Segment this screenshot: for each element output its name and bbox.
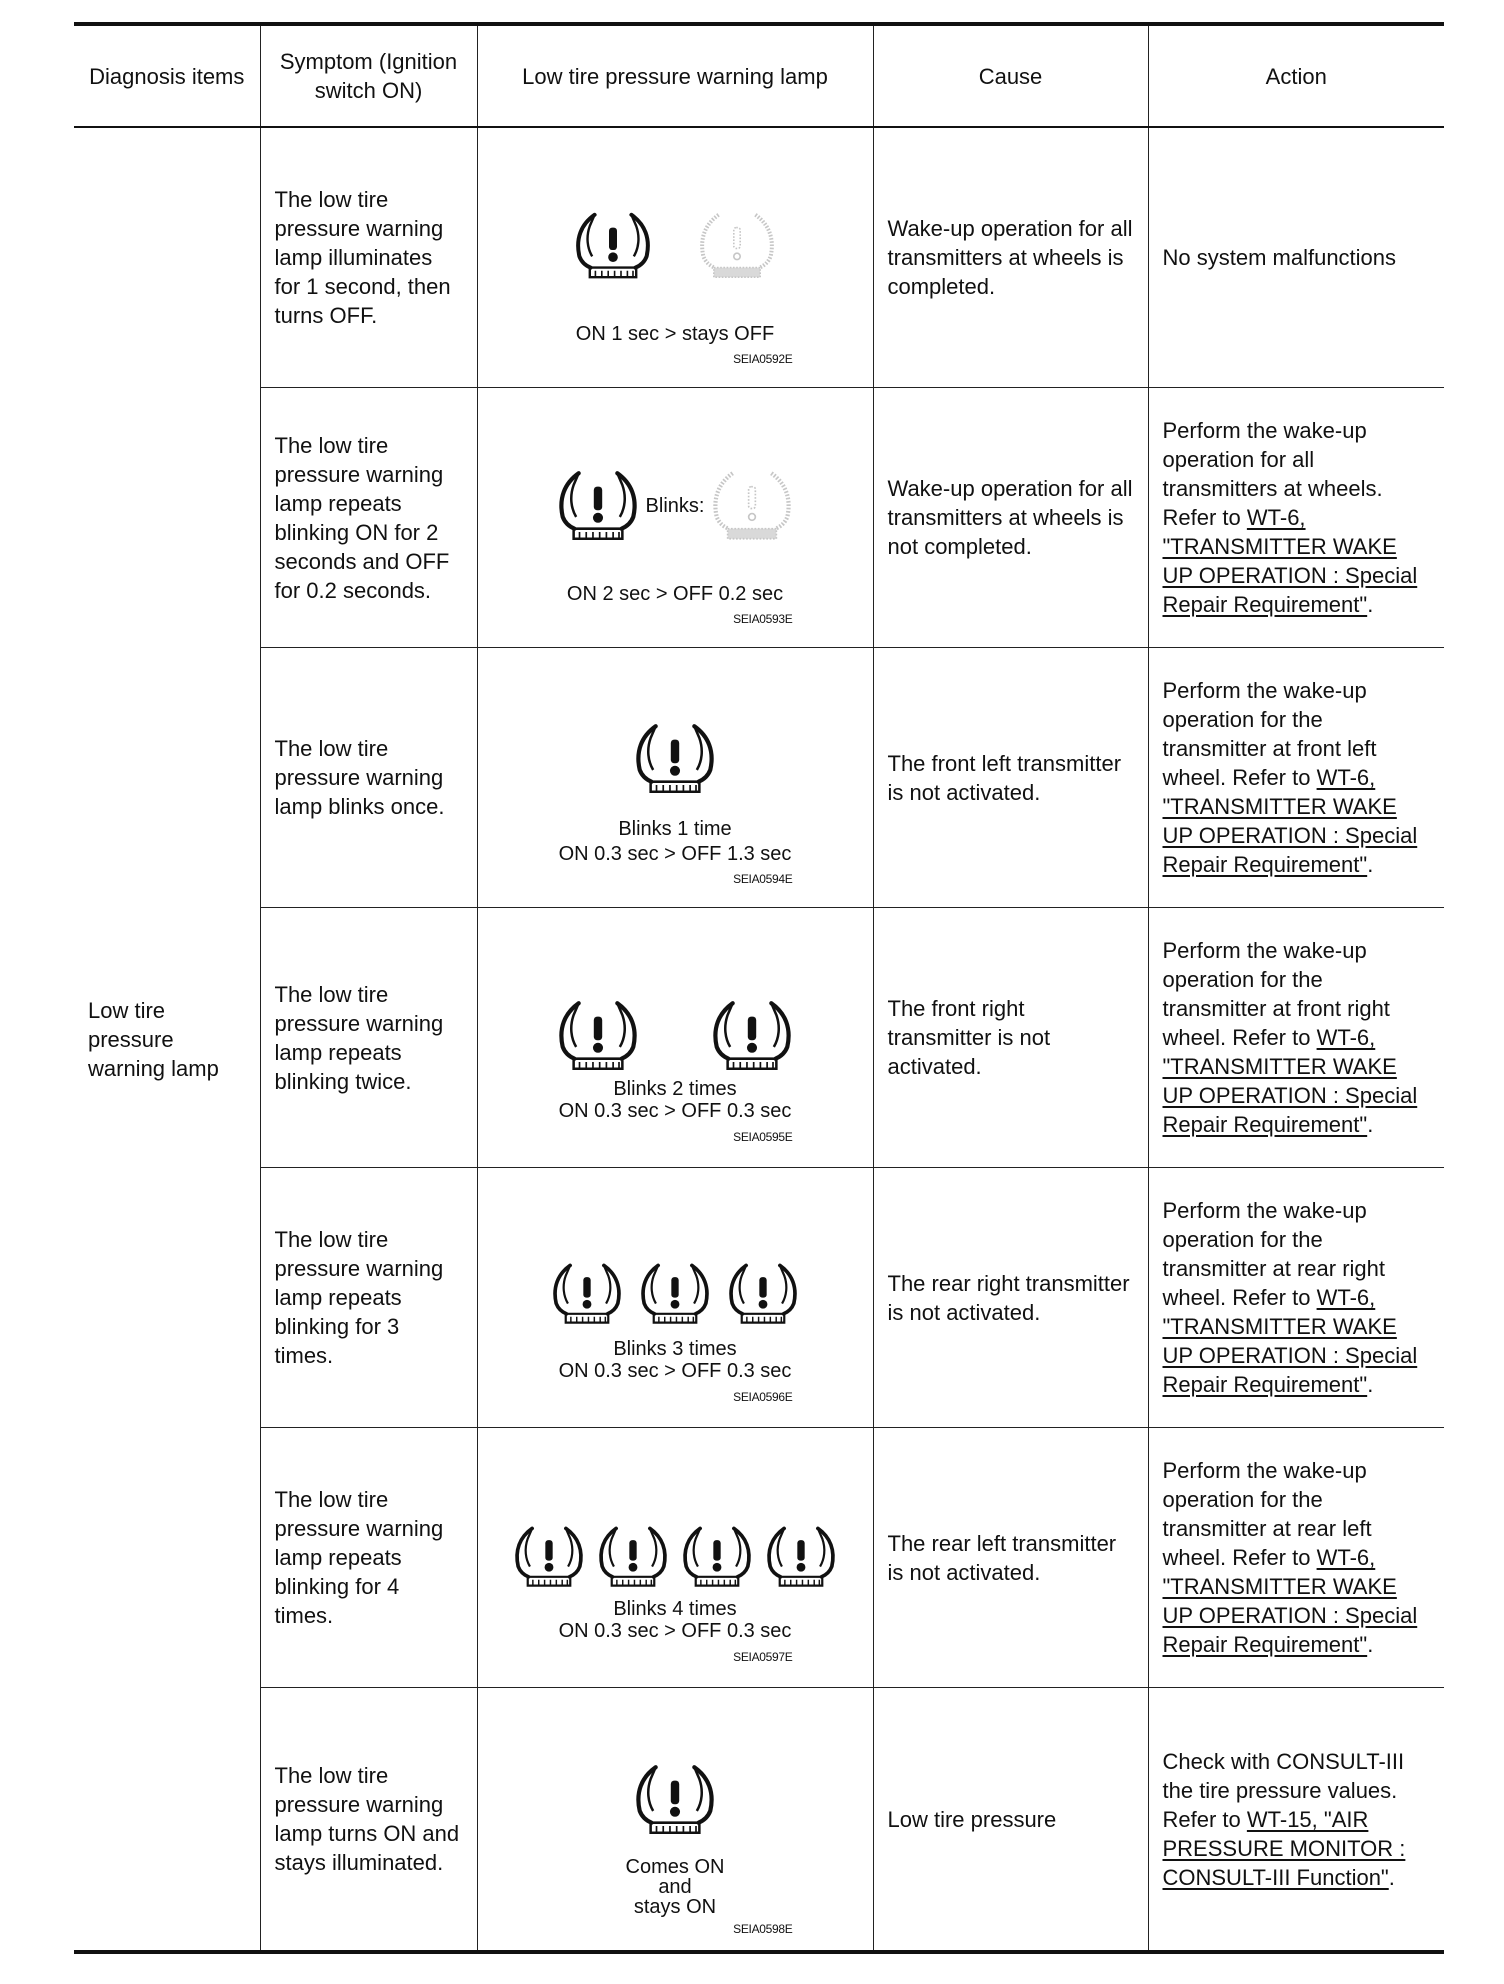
figure-code: SEIA0594E	[733, 872, 793, 886]
symptom-cell: The low tire pressure warning lamp repeats blinking for 3 times.	[260, 1168, 477, 1428]
lamp-caption-and: and	[658, 1876, 692, 1898]
header-lamp: Low tire pressure warning lamp	[477, 24, 873, 127]
blinks-label: Blinks:	[645, 494, 705, 517]
lamp-caption-timing: ON 0.3 sec > OFF 1.3 sec	[558, 843, 792, 865]
tire-warning-icon	[764, 1524, 838, 1590]
tire-warning-icon	[556, 998, 640, 1074]
symptom-cell: The low tire pressure warning lamp turns ON and stays illuminated.	[260, 1688, 477, 1953]
header-action: Action	[1148, 24, 1444, 127]
cause-cell: Low tire pressure	[873, 1688, 1148, 1953]
symptom-cell: The low tire pressure warning lamp illuminates for 1 second, then turns OFF.	[260, 127, 477, 388]
header-cause: Cause	[873, 24, 1148, 127]
action-cell	[1148, 908, 1444, 1168]
tire-warning-icon	[556, 468, 640, 544]
tire-warning-off-icon	[697, 210, 777, 282]
table-row	[74, 1688, 1444, 1953]
cause-cell: The front right transmitter is not activated.	[873, 908, 1148, 1168]
diagnosis-table	[74, 22, 1444, 1954]
lamp-figure	[477, 1428, 873, 1688]
cause-cell: The front left transmitter is not activated.	[873, 648, 1148, 908]
lamp-figure	[477, 127, 873, 388]
action-text: Perform the wake-up operation for the transmitter at front left wheel. Refer to	[1162, 678, 1377, 790]
figure-code: SEIA0595E	[733, 1130, 793, 1144]
lamp-caption-blinks: Blinks 2 times	[613, 1078, 737, 1100]
action-reference-link[interactable]: WT-6, "TRANSMITTER WAKE UP OPERATION : Special Repair Requirement"	[1162, 1545, 1418, 1657]
action-text: Perform the wake-up operation for the transmitter at rear left wheel. Refer to	[1162, 1458, 1372, 1570]
table-header-row	[74, 24, 1444, 127]
action-cell	[1148, 1168, 1444, 1428]
table-row	[74, 1428, 1444, 1688]
header-symptom: Symptom (Ignition switch ON)	[260, 24, 477, 127]
table-row	[74, 127, 1444, 388]
symptom-cell: The low tire pressure warning lamp repeats blinking twice.	[260, 908, 477, 1168]
cause-cell: Wake-up operation for all transmitters at wheels is completed.	[873, 127, 1148, 388]
action-text: Perform the wake-up operation for the transmitter at front right wheel. Refer to	[1162, 938, 1390, 1050]
lamp-figure	[477, 388, 873, 648]
lamp-caption-timing: ON 0.3 sec > OFF 0.3 sec	[558, 1620, 792, 1642]
symptom-cell: The low tire pressure warning lamp blinks once.	[260, 648, 477, 908]
table-row	[74, 388, 1444, 648]
action-reference-link[interactable]: WT-6, "TRANSMITTER WAKE UP OPERATION : Special Repair Requirement"	[1162, 1025, 1418, 1137]
lamp-figure	[477, 648, 873, 908]
action-suffix: .	[1388, 1864, 1395, 1890]
lamp-caption-timing: ON 0.3 sec > OFF 0.3 sec	[558, 1100, 792, 1122]
action-suffix: .	[1367, 852, 1374, 877]
table-row	[74, 908, 1444, 1168]
action-cell	[1148, 648, 1444, 908]
action-reference-link[interactable]: WT-6, "TRANSMITTER WAKE UP OPERATION : Special Repair Requirement"	[1162, 1285, 1418, 1397]
table-row	[74, 648, 1444, 908]
cause-cell: The rear right transmitter is not activated.	[873, 1168, 1148, 1428]
tire-warning-icon	[633, 1762, 717, 1838]
lamp-caption-stays-on: stays ON	[633, 1896, 717, 1918]
action-suffix: .	[1367, 592, 1374, 617]
action-text: Check with CONSULT-III the tire pressure values. Refer to	[1162, 1748, 1405, 1832]
action-suffix: .	[1367, 1372, 1374, 1397]
header-diagnosis-items: Diagnosis items	[74, 24, 260, 127]
action-reference-link[interactable]: WT-15, "AIR PRESSURE MONITOR : CONSULT-III Function"	[1162, 1806, 1406, 1890]
figure-code: SEIA0593E	[733, 612, 793, 626]
action-text: Perform the wake-up operation for all transmitters at wheels. Refer to	[1162, 418, 1383, 530]
figure-code: SEIA0598E	[733, 1922, 793, 1936]
lamp-caption: ON 1 sec > stays OFF	[575, 323, 775, 345]
tire-warning-icon	[710, 998, 794, 1074]
tire-warning-icon	[596, 1524, 670, 1590]
lamp-caption-comes-on: Comes ON	[625, 1856, 725, 1878]
action-text: Perform the wake-up operation for the transmitter at rear right wheel. Refer to	[1162, 1198, 1386, 1310]
tire-warning-icon	[512, 1524, 586, 1590]
action-reference-link[interactable]: WT-6, "TRANSMITTER WAKE UP OPERATION : Special Repair Requirement"	[1162, 505, 1418, 617]
action-cell	[1148, 388, 1444, 648]
action-reference-link[interactable]: WT-6, "TRANSMITTER WAKE UP OPERATION : Special Repair Requirement"	[1162, 765, 1418, 877]
diagnosis-item-cell: Low tire pressure warning lamp	[74, 127, 260, 1952]
action-suffix: .	[1367, 1632, 1374, 1657]
lamp-caption-timing: ON 0.3 sec > OFF 0.3 sec	[558, 1360, 792, 1382]
figure-code: SEIA0596E	[733, 1390, 793, 1404]
lamp-caption-blinks: Blinks 4 times	[613, 1598, 737, 1620]
figure-code: SEIA0597E	[733, 1650, 793, 1664]
table-row	[74, 1168, 1444, 1428]
action-cell	[1148, 127, 1444, 388]
tire-warning-icon	[633, 721, 717, 797]
tire-warning-icon	[550, 1261, 624, 1327]
action-cell	[1148, 1428, 1444, 1688]
tire-warning-icon	[573, 210, 653, 282]
figure-code: SEIA0592E	[733, 352, 793, 366]
lamp-figure	[477, 1688, 873, 1953]
tire-warning-icon	[638, 1261, 712, 1327]
cause-cell: The rear left transmitter is not activated.	[873, 1428, 1148, 1688]
action-suffix: .	[1367, 1112, 1374, 1137]
symptom-cell: The low tire pressure warning lamp repeats blinking for 4 times.	[260, 1428, 477, 1688]
tire-warning-off-icon	[710, 468, 794, 544]
lamp-caption-blinks: Blinks 3 times	[613, 1338, 737, 1360]
lamp-caption-blinks: Blinks 1 time	[618, 818, 732, 840]
lamp-figure	[477, 1168, 873, 1428]
lamp-figure	[477, 908, 873, 1168]
tire-warning-icon	[726, 1261, 800, 1327]
cause-cell: Wake-up operation for all transmitters at wheels is not completed.	[873, 388, 1148, 648]
action-cell	[1148, 1688, 1444, 1953]
action-text: No system malfunctions	[1162, 245, 1397, 270]
symptom-cell: The low tire pressure warning lamp repeats blinking ON for 2 seconds and OFF for 0.2 seconds.	[260, 388, 477, 648]
lamp-caption: ON 2 sec > OFF 0.2 sec	[566, 583, 784, 605]
tire-warning-icon	[680, 1524, 754, 1590]
